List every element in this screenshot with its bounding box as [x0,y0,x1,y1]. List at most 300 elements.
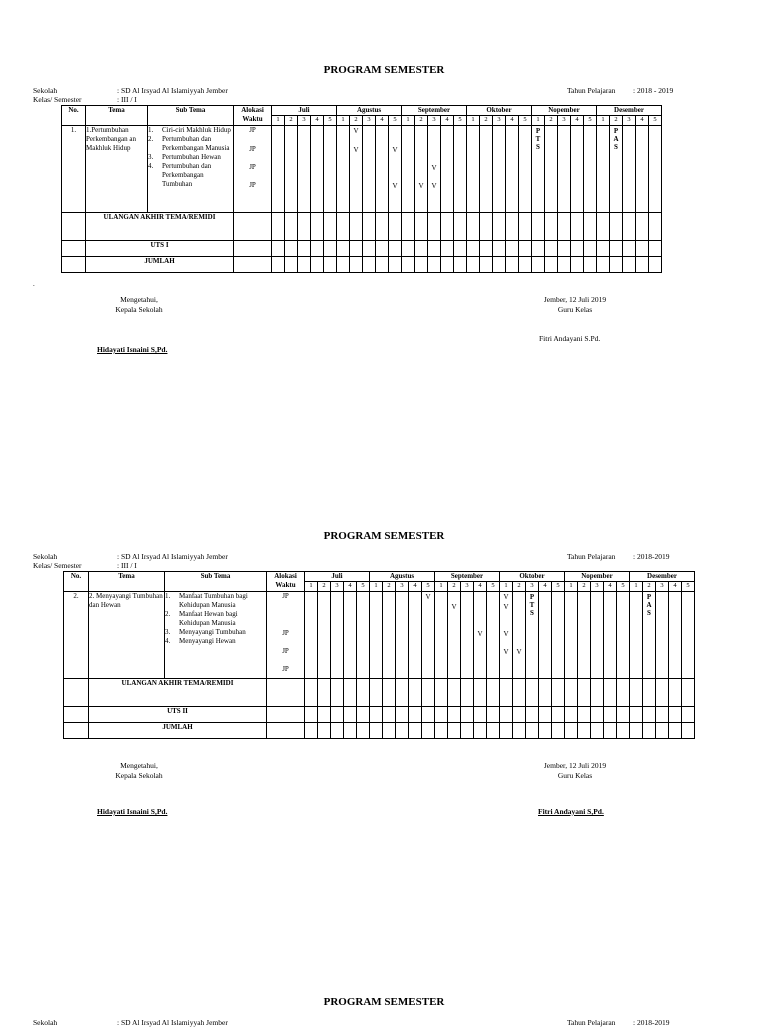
week-cell [441,240,454,256]
week-cell [558,125,571,212]
week-cell [643,591,656,678]
month-header: Nopember [565,572,630,582]
week-cell [519,256,532,272]
pts-label: P T S [535,126,541,152]
week-number: 3 [363,116,376,125]
week-number: 2 [448,582,461,591]
jp-label: JP [282,664,289,673]
tahun-value: : 2018-2019 [633,1018,670,1027]
week-cell [493,212,506,240]
week-number: 3 [298,116,311,125]
week-cell [630,722,643,738]
week-cell [539,706,552,722]
week-cell [331,678,344,706]
guru-label: Guru Kelas [557,305,593,314]
week-cell [604,706,617,722]
week-cell [578,591,591,678]
week-cell [272,212,285,240]
week-cell [285,125,298,212]
jp-label: JP [249,125,256,134]
week-cell [337,212,350,240]
week-cell [363,256,376,272]
week-cell [383,706,396,722]
month-header: September [402,106,467,116]
week-cell [591,678,604,706]
week-cell [331,591,344,678]
week-cell [337,125,350,212]
week-cell [363,125,376,212]
week-cell [487,678,500,706]
week-cell [578,706,591,722]
week-number: 5 [649,116,662,125]
week-cell [461,678,474,706]
week-number: 4 [311,116,324,125]
week-cell [682,706,695,722]
week-cell [526,722,539,738]
week-cell [318,678,331,706]
week-cell [305,678,318,706]
jp-label: JP [249,162,256,171]
week-number: 1 [402,116,415,125]
week-cell [617,678,630,706]
week-cell [643,678,656,706]
week-cell [402,256,415,272]
week-cell [532,212,545,240]
subtema-item: 1. Ciri-ciri Makhluk Hidup [148,125,231,134]
month-header: Agustus [337,106,402,116]
week-cell [526,678,539,706]
week-cell [571,256,584,272]
week-number: 2 [318,582,331,591]
week-cell [422,706,435,722]
week-cell [396,591,409,678]
week-cell [513,678,526,706]
week-cell [506,212,519,240]
week-cell [357,706,370,722]
week-cell [285,212,298,240]
week-cell [350,125,363,212]
week-cell [344,706,357,722]
schedule-mark: V [451,602,457,611]
week-number: 5 [389,116,402,125]
week-number: 3 [461,582,474,591]
week-cell [441,125,454,212]
week-number: 3 [396,582,409,591]
week-number: 2 [643,582,656,591]
jp-label: JP [282,646,289,655]
schedule-mark: V [431,181,437,190]
week-number: 1 [337,116,350,125]
kepala-nama: Hidayati Isnaini S,Pd. [97,807,168,816]
week-cell [311,256,324,272]
week-cell [513,706,526,722]
tahun-label: Tahun Pelajaran [567,86,616,95]
week-cell [461,591,474,678]
week-number: 4 [409,582,422,591]
header-subtema: Sub Tema [148,106,234,126]
week-number: 3 [591,582,604,591]
week-cell [350,240,363,256]
pas-label: P A S [613,126,619,152]
sekolah-label: Sekolah [33,1018,58,1027]
week-number: 4 [506,116,519,125]
week-cell [474,591,487,678]
week-cell [643,706,656,722]
week-cell [630,706,643,722]
week-cell [422,591,435,678]
week-number: 5 [552,582,565,591]
week-cell [500,591,513,678]
week-cell [552,706,565,722]
week-cell [448,722,461,738]
week-cell [454,240,467,256]
week-number: 4 [441,116,454,125]
week-cell [539,722,552,738]
week-cell [558,256,571,272]
week-cell [350,212,363,240]
week-cell [565,591,578,678]
week-cell [571,212,584,240]
week-cell [532,240,545,256]
week-number: 2 [610,116,623,125]
jumlah-label: JUMLAH [86,256,234,272]
week-cell [545,256,558,272]
week-number: 1 [435,582,448,591]
week-cell [448,591,461,678]
week-cell [389,256,402,272]
week-cell [324,240,337,256]
tempat-tanggal: Jember, 12 Juli 2019 [543,761,607,770]
week-cell [519,240,532,256]
week-cell [500,706,513,722]
week-cell [584,240,597,256]
week-cell [467,212,480,240]
week-cell [623,256,636,272]
week-number: 1 [500,582,513,591]
subtema-item: 1. Manfaat Tumbuhan bagi Kehidupan Manusia [165,591,248,609]
week-number: 5 [454,116,467,125]
week-cell [578,722,591,738]
week-cell [617,722,630,738]
jumlah-label: JUMLAH [89,722,267,738]
week-cell [337,240,350,256]
week-number: 2 [415,116,428,125]
page-title: PROGRAM SEMESTER [323,996,445,1008]
week-number: 5 [324,116,337,125]
week-cell [461,706,474,722]
week-cell [311,212,324,240]
week-cell [363,240,376,256]
week-cell [526,706,539,722]
week-cell [383,591,396,678]
week-cell [396,678,409,706]
week-cell [682,591,695,678]
jp-label: JP [249,144,256,153]
week-number: 2 [545,116,558,125]
week-cell [415,212,428,240]
week-cell [545,240,558,256]
week-cell [487,722,500,738]
week-number: 3 [331,582,344,591]
week-cell [506,256,519,272]
tema-cell: 2. Menyayangi Tumbuhan dan Hewan [89,591,165,678]
week-cell [389,212,402,240]
week-cell [558,212,571,240]
month-header: Juli [305,572,370,582]
week-number: 3 [623,116,636,125]
month-header: Nopember [532,106,597,116]
schedule-mark: V [392,181,398,190]
uts-row [62,240,662,256]
week-cell [597,125,610,212]
week-cell [558,240,571,256]
week-cell [636,212,649,240]
week-cell [617,591,630,678]
jumlah-row [62,256,662,272]
week-number: 5 [422,582,435,591]
ulangan-row [62,212,662,240]
subtema-item: 3. Menyayangi Tumbuhan [165,627,246,636]
week-cell [383,722,396,738]
week-cell [448,678,461,706]
week-cell [344,678,357,706]
week-cell [409,722,422,738]
week-cell [552,722,565,738]
week-cell [376,256,389,272]
schedule-mark: V [503,647,509,656]
week-number: 1 [565,582,578,591]
week-number: 3 [558,116,571,125]
week-number: 1 [370,582,383,591]
week-cell [571,240,584,256]
week-cell [617,706,630,722]
week-number: 4 [636,116,649,125]
ulangan-label: ULANGAN AKHIR TEMA/REMIDI [89,678,267,706]
tema-cell: 1.Pertumbuhan Perkembangan an Makhluk Hidup [86,125,148,212]
schedule-mark: V [425,592,431,601]
week-cell [500,722,513,738]
week-number: 1 [597,116,610,125]
week-cell [344,722,357,738]
week-number: 4 [571,116,584,125]
week-cell [396,706,409,722]
sekolah-label: Sekolah [33,86,58,95]
week-cell [324,125,337,212]
tahun-label: Tahun Pelajaran [567,552,616,561]
schedule-mark: V [516,647,522,656]
week-cell [623,125,636,212]
week-cell [636,125,649,212]
week-cell [656,591,669,678]
mengetahui-label: Mengetahui, [120,295,158,304]
week-number: 2 [578,582,591,591]
week-cell [480,256,493,272]
week-cell [584,212,597,240]
week-cell [357,591,370,678]
week-cell [370,722,383,738]
week-cell [597,256,610,272]
week-cell [467,240,480,256]
mengetahui-label: Mengetahui, [120,761,158,770]
week-cell [480,212,493,240]
week-cell [415,256,428,272]
week-number: 5 [519,116,532,125]
week-cell [402,125,415,212]
week-cell [311,125,324,212]
schedule-mark: V [503,602,509,611]
week-cell [610,125,623,212]
week-cell [318,591,331,678]
week-cell [357,722,370,738]
subtema-item: 4. Menyayangi Hewan [165,637,236,645]
week-cell [519,212,532,240]
tahun-value: : 2018 - 2019 [633,86,674,95]
week-cell [649,240,662,256]
header-alokasi: Alokasi Waktu [234,106,272,126]
week-cell [487,706,500,722]
schedule-mark: V [392,145,398,154]
week-cell [370,591,383,678]
ulangan-label: ULANGAN AKHIR TEMA/REMIDI [86,212,234,240]
week-cell [500,678,513,706]
week-cell [383,678,396,706]
week-cell [532,256,545,272]
week-cell [461,722,474,738]
tema-row [62,125,662,212]
week-cell [344,591,357,678]
program-table [63,571,695,739]
week-cell [539,591,552,678]
jumlah-row [64,722,695,738]
week-cell [435,591,448,678]
week-cell [545,125,558,212]
week-number: 1 [305,582,318,591]
week-cell [467,125,480,212]
week-cell [656,706,669,722]
week-cell [682,678,695,706]
week-cell [493,256,506,272]
header-tema: Tema [89,572,165,592]
week-cell [584,125,597,212]
week-cell [272,125,285,212]
guru-nama: Fitri Andayani S.Pd. [539,334,601,343]
week-cell [272,256,285,272]
schedule-mark: V [353,126,359,135]
week-cell [422,722,435,738]
row-number: 2. [64,591,89,678]
alokasi-cell [267,591,305,678]
week-cell [331,706,344,722]
tahun-value: : 2018-2019 [633,552,670,561]
week-cell [357,678,370,706]
week-cell [578,678,591,706]
week-cell [389,125,402,212]
subtema-item: 3. Pertumbuhan Hewan [148,152,221,161]
month-header: Oktober [500,572,565,582]
week-cell [682,722,695,738]
subtema-item: 4. Pertumbuhan dan Perkembangan Tumbuhan [148,161,212,189]
stray-dot: . [33,280,35,288]
week-number: 2 [513,582,526,591]
uts-label: UTS I [86,240,234,256]
guru-nama: Fitri Andayani S,Pd. [538,807,604,816]
week-cell [428,125,441,212]
week-cell [454,256,467,272]
week-cell [630,678,643,706]
week-cell [480,240,493,256]
week-cell [610,212,623,240]
jp-label: JP [282,628,289,637]
week-cell [298,125,311,212]
week-cell [318,722,331,738]
page-title: PROGRAM SEMESTER [323,530,445,542]
week-cell [370,706,383,722]
header-no: No. [62,106,86,126]
week-cell [649,256,662,272]
week-number: 2 [383,582,396,591]
week-number: 1 [467,116,480,125]
week-cell [428,256,441,272]
jp-label: JP [282,591,289,600]
week-cell [454,212,467,240]
week-cell [604,678,617,706]
week-number: 3 [428,116,441,125]
week-number: 4 [604,582,617,591]
week-cell [591,722,604,738]
week-cell [305,591,318,678]
ulangan-row [64,678,695,706]
week-cell [428,212,441,240]
week-number: 5 [487,582,500,591]
week-cell [565,706,578,722]
week-cell [610,240,623,256]
week-cell [656,678,669,706]
week-cell [591,591,604,678]
month-header: September [435,572,500,582]
schedule-mark: V [477,629,483,638]
week-cell [415,125,428,212]
week-cell [513,591,526,678]
kepala-label: Kepala Sekolah [115,771,163,780]
sekolah-label: Sekolah [33,552,58,561]
week-cell [305,706,318,722]
subtema-cell [148,125,234,212]
subtema-item: 2. Pertumbuhan dan Perkembangan Manusia [148,134,230,152]
pts-label: P T S [529,592,535,618]
week-cell [435,706,448,722]
week-number: 4 [539,582,552,591]
month-header: Desember [630,572,695,582]
week-cell [415,240,428,256]
week-cell [350,256,363,272]
week-cell [597,212,610,240]
schedule-mark: V [353,145,359,154]
guru-label: Guru Kelas [557,771,593,780]
week-cell [467,256,480,272]
week-cell [389,240,402,256]
week-cell [435,678,448,706]
week-cell [454,125,467,212]
week-cell [370,678,383,706]
week-cell [376,240,389,256]
week-cell [402,212,415,240]
week-cell [376,125,389,212]
header-tema: Tema [86,106,148,126]
week-cell [526,591,539,678]
week-cell [610,256,623,272]
kelas-value: : III / I [117,561,137,570]
month-header: Desember [597,106,662,116]
